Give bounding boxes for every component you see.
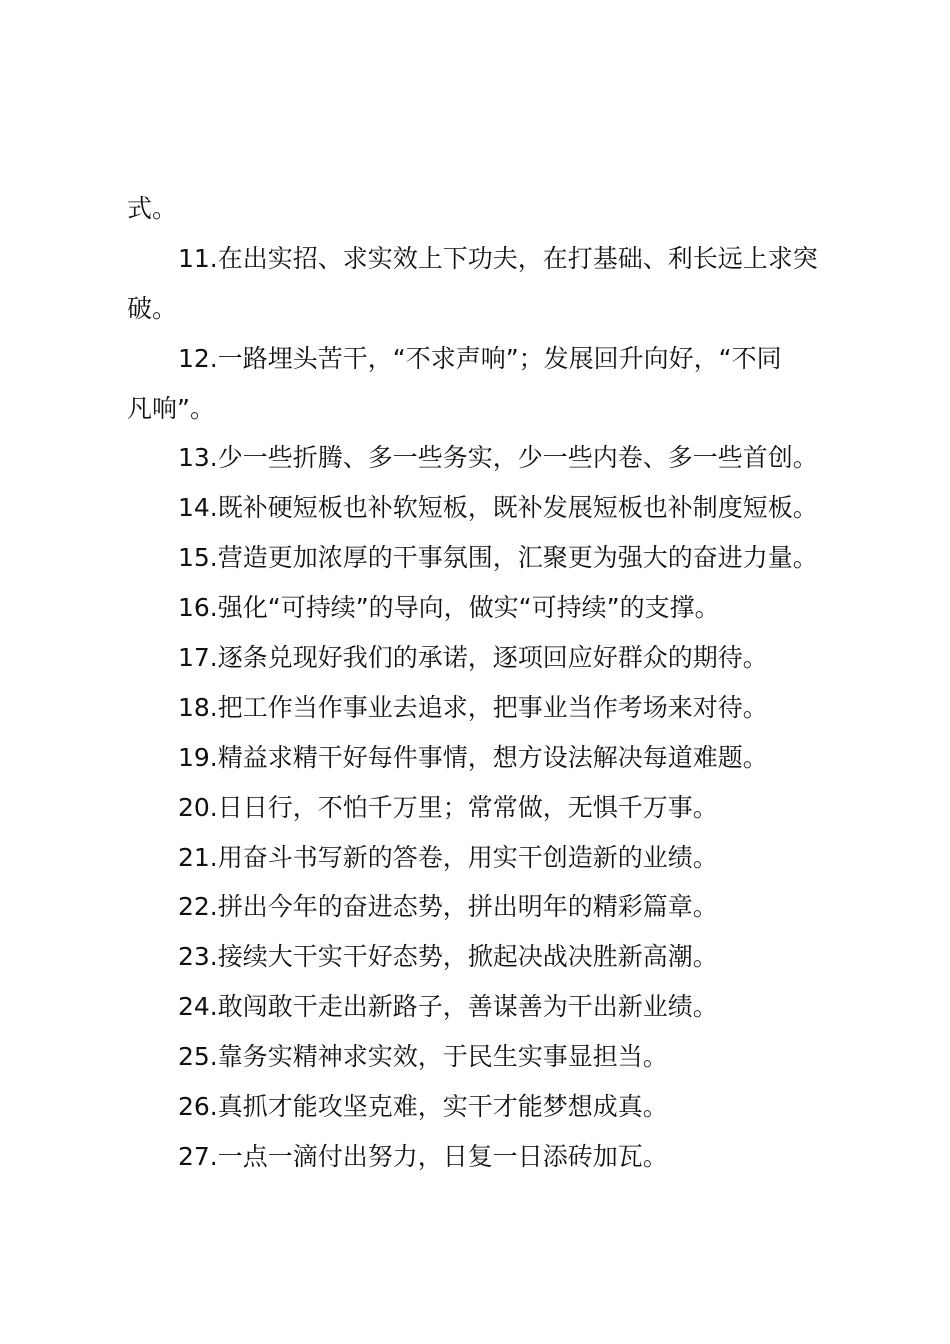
text-line: 14.既补硬短板也补软短板，既补发展短板也补制度短板。 [178,493,818,523]
text-line: 15.营造更加浓厚的干事氛围，汇聚更为强大的奋进力量。 [178,543,818,573]
text-line: 破。 [127,293,178,323]
text-line: 21.用奋斗书写新的答卷，用实干创造新的业绩。 [178,842,718,872]
text-line: 19.精益求精干好每件事情，想方设法解决每道难题。 [178,742,768,772]
text-line: 27.一点一滴付出努力，日复一日添砖加瓦。 [178,1141,668,1171]
text-line: 20.日日行，不怕千万里；常常做，无惧千万事。 [178,792,718,822]
text-line: 22.拼出今年的奋进态势，拼出明年的精彩篇章。 [178,892,718,922]
text-line: 12.一路埋头苦干，“不求声响”；发展回升向好，“不同 [178,343,782,373]
text-line: 式。 [127,194,178,223]
text-line: 23.接续大干实干好态势，掀起决战决胜新高潮。 [178,942,718,972]
text-line: 24.敢闯敢干走出新路子，善谋善为干出新业绩。 [178,992,718,1022]
document-body [127,184,837,1182]
text-line: 11.在出实招、求实效上下功夫，在打基础、利长远上求突 [178,243,818,273]
text-line: 18.把工作当作事业去追求，把事业当作考场来对待。 [178,692,768,722]
text-line: 17.逐条兑现好我们的承诺，逐项回应好群众的期待。 [178,643,768,673]
text-line: 16.强化“可持续”的导向，做实“可持续”的支撑。 [178,593,720,623]
text-line: 13.少一些折腾、多一些务实，少一些内卷、多一些首创。 [178,443,818,473]
text-line: 25.靠务实精神求实效，于民生实事显担当。 [178,1042,668,1072]
text-line: 26.真抓才能攻坚克难，实干才能梦想成真。 [178,1092,668,1122]
text-line: 凡响”。 [127,393,215,423]
